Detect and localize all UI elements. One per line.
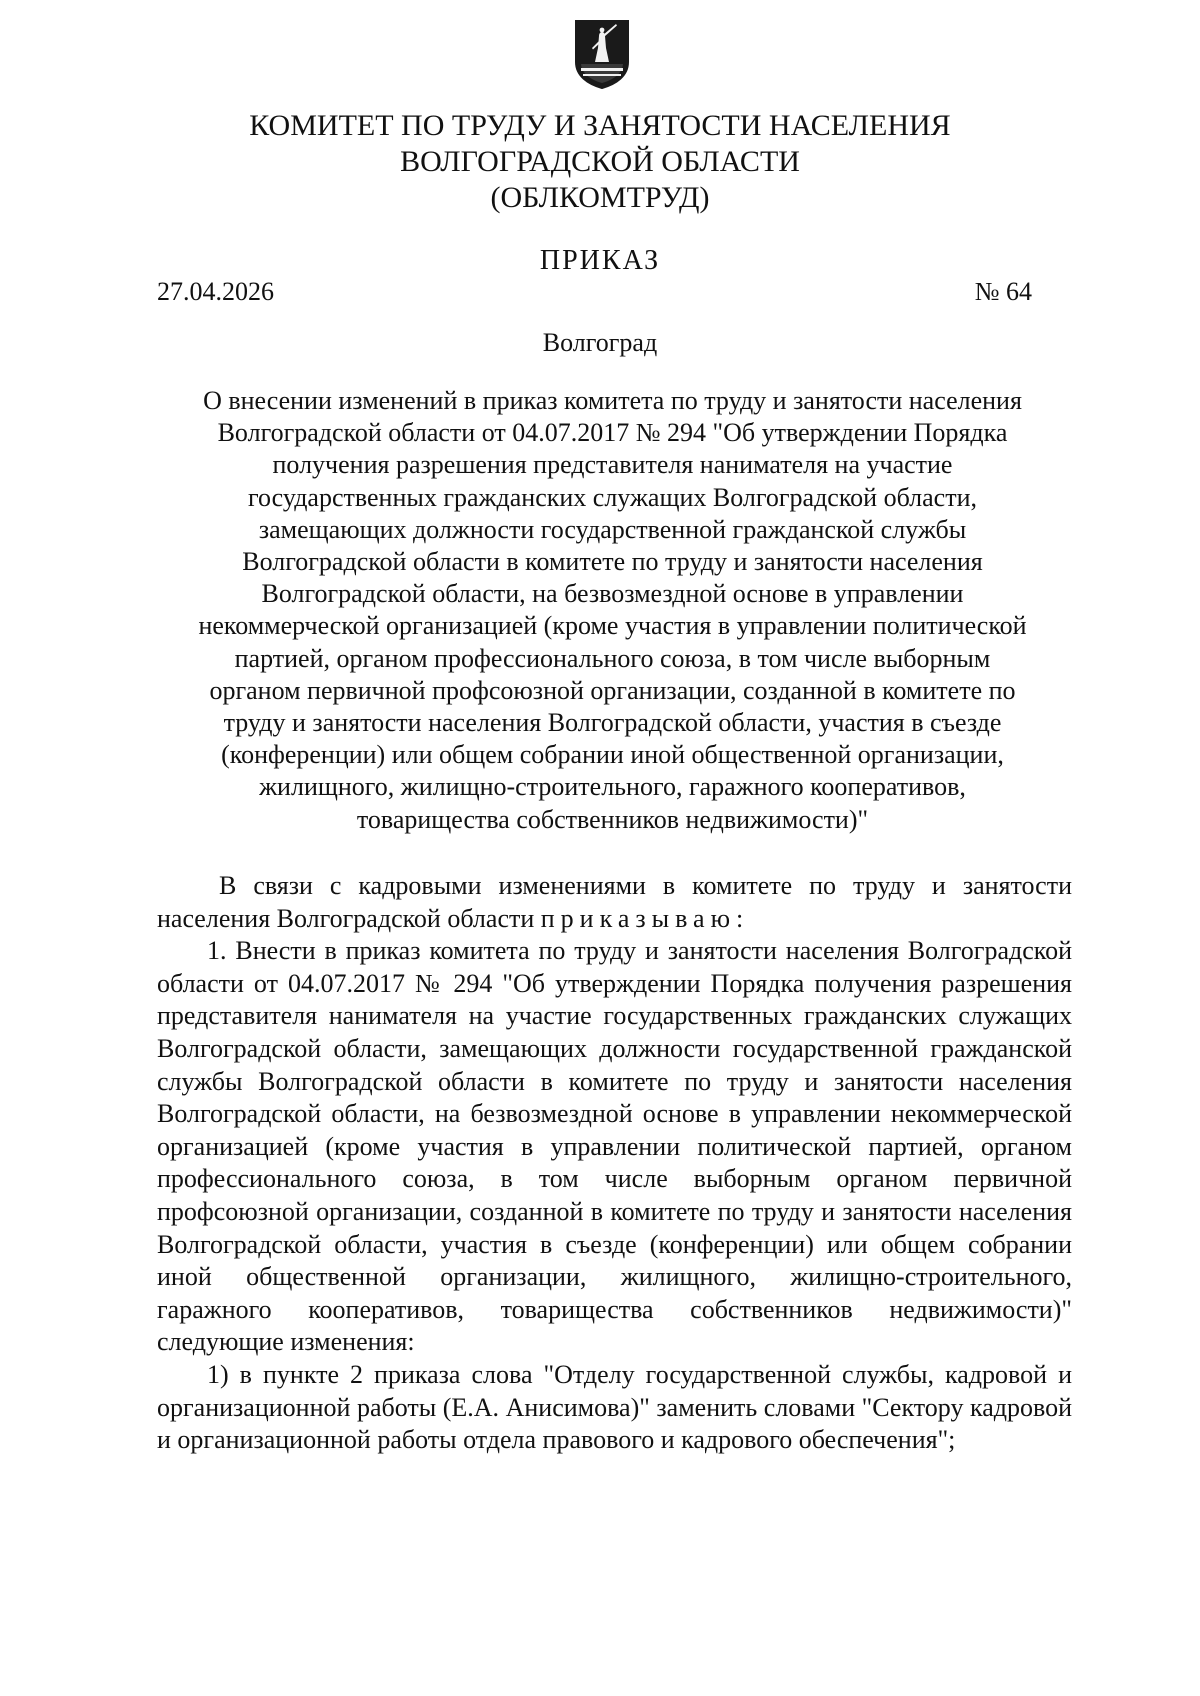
subject-line: органом первичной профсоюзной организации, созданной в комитете по [209, 675, 1016, 705]
subject-line: труду и занятости населения Волгоградской области, участия в съезде [223, 708, 1002, 738]
committee-header [0, 108, 1200, 216]
preamble-end: : [736, 903, 744, 933]
order-word: приказываю [540, 903, 737, 933]
subject-line: (конференции) или общем собрании иной общественной организации, [221, 740, 1004, 770]
subitem-1-paragraph: 1) в пункте 2 приказа слова "Отделу государственной службы, кадровой и организационной работы (Е.А. Анисимова)" заменить словами "Сектору кадровой и организационной работы отдела правового и кадрового обеспечения"; [157, 1359, 1072, 1455]
subject-line: товарищества собственников недвижимости)" [356, 804, 869, 834]
subject-line: партией, органом профессионального союза, в том числе выборным [234, 643, 991, 673]
subject-line: О внесении изменений в приказ комитета по труду и занятости населения [203, 386, 1022, 415]
coat-of-arms-icon [572, 18, 632, 90]
subject-line: Волгоградской области от 04.07.2017 № 294 "Об утверждении Порядка [217, 418, 1008, 448]
subject-line: Волгоградской области в комитете по труду и занятости населения [242, 547, 983, 577]
subject-line: замещающих должности государственной гражданской службы [258, 514, 967, 544]
preamble-paragraph [157, 870, 1072, 935]
order-body [157, 870, 1072, 1457]
order-title: ПРИКАЗ [539, 245, 661, 276]
preamble-text: В связи с кадровыми изменениями в комитете по труду и занятости населения Волгоградской области [157, 871, 1072, 933]
subject-line: государственных гражданских служащих Волгоградской области, [247, 482, 977, 512]
order-date: 27.04.2026 [157, 277, 274, 306]
subject-line: некоммерческой организацией (кроме участия в управлении политической [198, 611, 1027, 641]
header-line: ВОЛГОГРАДСКОЙ ОБЛАСТИ [400, 145, 800, 178]
header-line: (ОБЛКОМТРУД) [490, 181, 710, 214]
subject-line: Волгоградской области, на безвозмездной основе в управлении [261, 579, 964, 609]
subject-line: жилищного, жилищно-строительного, гаражного кооперативов, [259, 772, 966, 802]
order-city: Волгоград [542, 328, 658, 357]
header-line: КОМИТЕТ ПО ТРУДУ И ЗАНЯТОСТИ НАСЕЛЕНИЯ [249, 109, 951, 142]
order-subject [150, 385, 1075, 836]
order-number: № 64 [974, 277, 1032, 306]
subject-line: получения разрешения представителя нанимателя на участие [272, 450, 953, 480]
item-1-paragraph: 1. Внести в приказ комитета по труду и занятости населения Волгоградской области от 04.07.2017 № 294 "Об утверждении Порядка получения разрешения представителя нанимателя на участие государственных гражданских служащих Волгоградской области, замещающих должности государственной гражданской службы Волгоградской области в комитете по труду и занятости населения Волгоградской области, на безвозмездной основе в управлении некоммерческой организацией (кроме участия в управлении политической партией, органом профессионального союза, в том числе выборным органом первичной профсоюзной организации, созданной в комитете по труду и занятости населения Волгоградской области, участия в съезде (конференции) или общем собрании иной общественной организации, жилищного, жилищно-строительного, гаражного кооперативов, товарищества собственников недвижимости)" следующие изменения: [157, 936, 1072, 1357]
